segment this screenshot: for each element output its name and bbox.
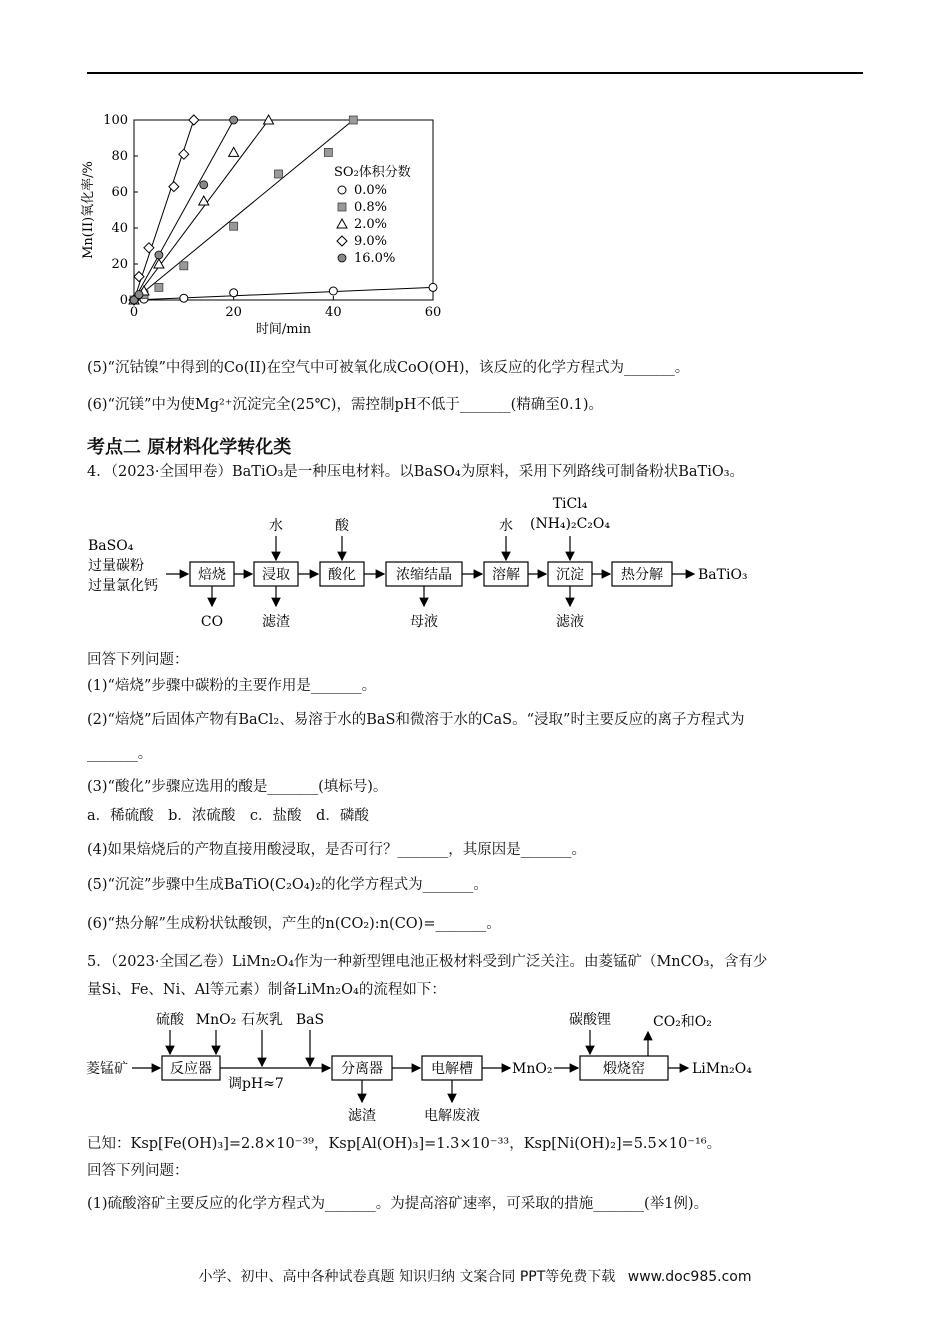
legend-label: 9.0% — [354, 234, 388, 249]
flow1-step-1: 浸取 — [262, 567, 290, 583]
data-point-0.8% — [180, 262, 188, 270]
data-point-0.8% — [349, 116, 357, 124]
y-tick-label: 40 — [111, 221, 128, 236]
flow1-step-0: 焙烧 — [198, 567, 226, 583]
flow1-top-3: TiCl₄ — [552, 496, 588, 512]
batio3-process-flow — [80, 488, 800, 638]
y-tick-label: 20 — [111, 257, 128, 272]
question-3-6: (6)“沉镁”中为使Mg²⁺沉淀完全(25℃)，需控制pH不低于_______(精确至0.1)。 — [87, 397, 603, 413]
flow2-mid-product: MnO₂ — [512, 1061, 553, 1077]
question-4-5: (5)“沉淀”步骤中生成BaTiO(C₂O₄)₂的化学方程式为_______。 — [87, 877, 488, 893]
question-3-5: (5)“沉钴镍”中得到的Co(II)在空气中可被氧化成CoO(OH)，该反应的化学方程式为_______。 — [87, 360, 690, 376]
data-point-0.8% — [324, 148, 332, 156]
flow2-reagent-0: 硫酸 — [156, 1012, 184, 1028]
flow1-top-4: (NH₄)₂C₂O₄ — [529, 516, 611, 532]
y-tick-label: 60 — [111, 185, 128, 200]
chart-fit-lines — [134, 120, 433, 300]
chart-points — [129, 115, 437, 305]
legend-marker-0.8% — [338, 203, 346, 211]
data-point-0.8% — [230, 222, 238, 230]
chart-legend — [334, 164, 411, 266]
x-axis-label: 时间/min — [255, 322, 312, 337]
data-point-0.8% — [275, 170, 283, 178]
flow2-box-2: 电解槽 — [431, 1061, 473, 1077]
flow1-input-2: 过量氯化钙 — [88, 578, 158, 594]
question-4-intro: 4．（2023·全国甲卷）BaTiO₃是一种压电材料。以BaSO₄为原料，采用下列路线可制备粉状BaTiO₃。 — [87, 464, 745, 480]
series-line-0.8% — [134, 120, 353, 300]
question-4-1: (1)“焙烧”步骤中碳粉的主要作用是_______。 — [87, 678, 377, 694]
legend-label: 0.8% — [354, 200, 388, 215]
series-line-2.0% — [134, 120, 269, 300]
legend-label: 16.0% — [354, 251, 396, 266]
flow1-step-4: 溶解 — [492, 567, 520, 583]
data-point-9.0% — [189, 115, 199, 125]
footer-site[interactable]: www.doc985.com — [627, 1269, 752, 1285]
data-point-2.0% — [199, 196, 209, 205]
flow2-product: LiMn₂O₄ — [692, 1061, 752, 1077]
data-point-0.0% — [230, 289, 238, 297]
flow1-top-0: 水 — [269, 518, 283, 534]
limn2o4-process-flow — [80, 1006, 780, 1131]
question-5-known: 已知：Ksp[Fe(OH)₃]=2.8×10⁻³⁹，Ksp[Al(OH)₃]=1.3×10⁻³³，Ksp[Ni(OH)₂]=5.5×10⁻¹⁶。 — [87, 1136, 722, 1152]
footer-text: 小学、初中、高中各种试卷真题 知识归纳 文案合同 PPT等免费下载 — [198, 1269, 616, 1285]
legend-marker-2.0% — [337, 219, 347, 228]
flow2-box-0: 反应器 — [170, 1061, 212, 1077]
data-point-2.0% — [229, 147, 239, 156]
data-point-16.0% — [135, 291, 143, 299]
series-line-16.0% — [134, 120, 234, 300]
question-5-prompt: 回答下列问题： — [87, 1163, 189, 1179]
flow1-step-2: 酸化 — [328, 567, 356, 583]
plot-frame — [134, 120, 433, 300]
flow2-box-1: 分离器 — [341, 1061, 383, 1077]
question-5-intro-1: 5．（2023·全国乙卷）LiMn₂O₄作为一种新型锂电池正极材料受到广泛关注。由菱锰矿（MnCO₃，含有少 — [87, 954, 768, 970]
legend-marker-0.0% — [338, 186, 346, 194]
flow1-step-6: 热分解 — [621, 567, 663, 583]
flow1-bottom-0: CO — [200, 614, 224, 630]
flow1-bottom-1: 滤渣 — [262, 614, 290, 630]
flow2-reagent-3: BaS — [295, 1012, 325, 1028]
x-tick-label: 40 — [325, 305, 342, 320]
x-tick-label: 60 — [424, 305, 442, 320]
flow2-input: 菱锰矿 — [86, 1061, 128, 1077]
flow2-box-3: 煅烧窑 — [603, 1061, 645, 1077]
y-axis-label: Mn(II)氧化率/% — [81, 161, 96, 259]
question-5-intro-2: 量Si、Fe、Ni、Al等元素）制备LiMn₂O₄的流程如下： — [87, 982, 446, 998]
question-4-4: (4)如果焙烧后的产物直接用酸浸取，是否可行？_______，其原因是_______。 — [87, 842, 587, 858]
flow1-product: BaTiO₃ — [698, 567, 748, 583]
x-tick-label: 0 — [129, 305, 139, 320]
legend-marker-16.0% — [338, 254, 346, 262]
flow1-bottom-2: 母液 — [410, 614, 438, 630]
data-point-9.0% — [179, 149, 189, 159]
footer — [0, 1266, 950, 1286]
section-title: 考点二 原材料化学转化类 — [87, 437, 292, 458]
question-4-2a: (2)“焙烧”后固体产物有BaCl₂、易溶于水的BaS和微溶于水的CaS。“浸取”时主要反应的离子方程式为 — [87, 712, 745, 728]
data-point-0.0% — [180, 294, 188, 302]
question-4-6: (6)“热分解”生成粉状钛酸钡，产生的n(CO₂):n(CO)=_______。 — [87, 916, 501, 932]
data-point-0.8% — [155, 283, 163, 291]
flow1-top-2: 水 — [499, 518, 513, 534]
mn-oxidation-chart — [80, 104, 460, 344]
flow2-separator-out: 滤渣 — [348, 1108, 376, 1124]
flow1-top-1: 酸 — [335, 518, 349, 534]
flow2-kiln-input: 碳酸锂 — [569, 1012, 611, 1028]
x-tick-label: 20 — [225, 305, 242, 320]
flow1-bottom-3: 滤液 — [556, 614, 584, 630]
data-point-0.0% — [329, 287, 337, 295]
question-4-3-options: a．稀硫酸 b．浓硫酸 c．盐酸 d．磷酸 — [87, 808, 369, 824]
legend-title: SO₂体积分数 — [334, 165, 411, 180]
data-point-0.0% — [429, 283, 437, 291]
flow2-reagent-1: MnO₂ — [195, 1012, 237, 1028]
data-point-16.0% — [155, 251, 163, 259]
y-tick-label: 0 — [119, 293, 128, 308]
flow2-kiln-gas: CO₂和O₂ — [653, 1014, 712, 1030]
question-4-prompt: 回答下列问题： — [87, 652, 189, 668]
y-tick-label: 100 — [103, 113, 128, 128]
legend-label: 2.0% — [354, 217, 388, 232]
data-point-16.0% — [200, 181, 208, 189]
legend-marker-9.0% — [337, 236, 347, 246]
question-4-3: (3)“酸化”步骤应选用的酸是_______(填标号)。 — [87, 779, 388, 795]
data-point-16.0% — [230, 116, 238, 124]
question-4-2b: _______。 — [87, 746, 153, 762]
flow2-electrolysis-out: 电解废液 — [424, 1108, 480, 1124]
flow1-step-3: 浓缩结晶 — [396, 567, 452, 583]
flow2-reagent-2: 石灰乳 — [241, 1012, 283, 1028]
question-5-1: (1)硫酸溶矿主要反应的化学方程式为_______。为提高溶矿速率，可采取的措施_______(举1例)。 — [87, 1196, 709, 1212]
legend-label: 0.0% — [354, 183, 388, 198]
series-line-0.0% — [134, 287, 433, 300]
header-rule — [87, 72, 863, 74]
flow1-input-0: BaSO₄ — [88, 538, 134, 554]
flow1-step-5: 沉淀 — [556, 567, 584, 583]
y-tick-label: 80 — [111, 149, 128, 164]
flow1-input-1: 过量碳粉 — [88, 558, 144, 574]
series-line-9.0% — [134, 120, 194, 300]
flow2-ph-note: 调pH≈7 — [228, 1076, 284, 1092]
